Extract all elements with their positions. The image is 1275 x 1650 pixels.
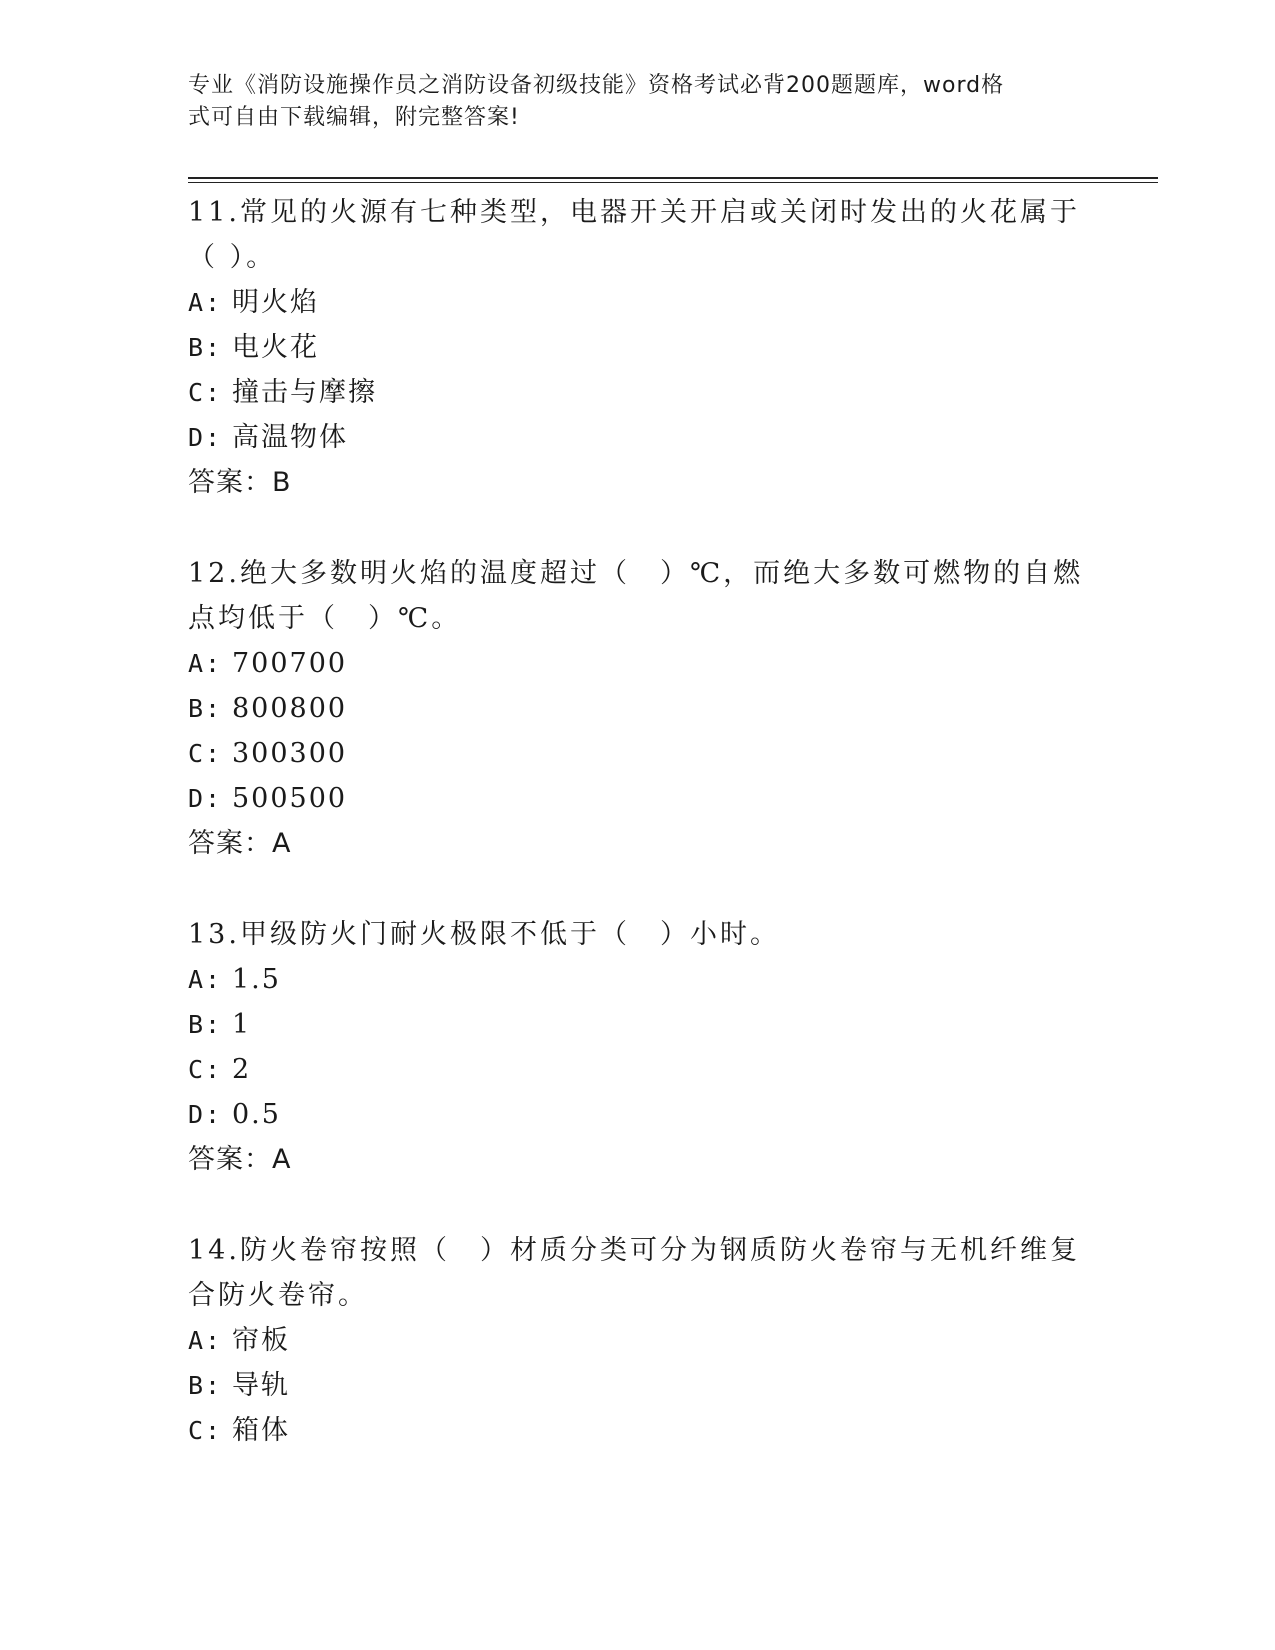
question-text: 14.防火卷帘按照（ ）材质分类可分为钢质防火卷帘与无机纤维复合防火卷帘。 bbox=[188, 1235, 1080, 1311]
option-label: C: bbox=[188, 1055, 223, 1084]
option-label: B: bbox=[188, 694, 223, 723]
header-line-1: 专业《消防设施操作员之消防设备初级技能》资格考试必背200题题库，word格 bbox=[188, 73, 1005, 98]
option-a bbox=[188, 280, 1088, 325]
option-a bbox=[188, 957, 1088, 1002]
question-14 bbox=[188, 1228, 1088, 1453]
question-spacer bbox=[188, 505, 1088, 551]
option-b bbox=[188, 1002, 1088, 1047]
option-text: 800800 bbox=[232, 693, 348, 724]
header-line-2: 式可自由下载编辑，附完整答案! bbox=[188, 105, 520, 130]
question-text: 13.甲级防火门耐火极限不低于（ ）小时。 bbox=[188, 919, 780, 950]
option-text: 1 bbox=[232, 1009, 252, 1040]
option-label: C: bbox=[188, 739, 223, 768]
option-label: D: bbox=[188, 784, 223, 813]
answer-line: 答案：A bbox=[188, 1144, 292, 1175]
option-text: 帘板 bbox=[232, 1325, 290, 1356]
question-list bbox=[188, 190, 1088, 1453]
option-label: B: bbox=[188, 1010, 223, 1039]
option-text: 明火焰 bbox=[232, 287, 319, 318]
option-text: 700700 bbox=[232, 648, 348, 679]
option-label: A: bbox=[188, 288, 223, 317]
option-text: 300300 bbox=[232, 738, 348, 769]
option-c bbox=[188, 1047, 1088, 1092]
option-b bbox=[188, 1363, 1088, 1408]
option-label: C: bbox=[188, 1416, 223, 1445]
question-11 bbox=[188, 190, 1088, 505]
option-text: 500500 bbox=[232, 783, 348, 814]
option-label: C: bbox=[188, 378, 223, 407]
option-label: D: bbox=[188, 1100, 223, 1129]
question-12 bbox=[188, 551, 1088, 866]
option-label: B: bbox=[188, 333, 223, 362]
option-text: 撞击与摩擦 bbox=[232, 377, 377, 408]
option-d bbox=[188, 1092, 1088, 1137]
option-d bbox=[188, 776, 1088, 821]
question-text: 11.常见的火源有七种类型，电器开关开启或关闭时发出的火花属于（ ）。 bbox=[188, 197, 1080, 273]
option-c bbox=[188, 731, 1088, 776]
option-text: 导轨 bbox=[232, 1370, 290, 1401]
header-divider-thick bbox=[188, 177, 1158, 179]
answer-line: 答案：B bbox=[188, 467, 292, 498]
option-label: A: bbox=[188, 649, 223, 678]
option-a bbox=[188, 1318, 1088, 1363]
option-text: 电火花 bbox=[232, 332, 319, 363]
option-c bbox=[188, 1408, 1088, 1453]
option-c bbox=[188, 370, 1088, 415]
option-text: 箱体 bbox=[232, 1415, 290, 1446]
option-text: 0.5 bbox=[232, 1099, 281, 1130]
header-divider-thin bbox=[188, 182, 1158, 183]
question-spacer bbox=[188, 866, 1088, 912]
answer-line: 答案：A bbox=[188, 828, 292, 859]
document-header bbox=[188, 70, 1068, 134]
question-13 bbox=[188, 912, 1088, 1182]
option-text: 高温物体 bbox=[232, 422, 348, 453]
option-d bbox=[188, 415, 1088, 460]
option-label: A: bbox=[188, 965, 223, 994]
option-label: D: bbox=[188, 423, 223, 452]
option-label: B: bbox=[188, 1371, 223, 1400]
option-b bbox=[188, 686, 1088, 731]
option-b bbox=[188, 325, 1088, 370]
question-text: 12.绝大多数明火焰的温度超过（ ）℃，而绝大多数可燃物的自燃点均低于（ ）℃。 bbox=[188, 558, 1084, 634]
option-label: A: bbox=[188, 1326, 223, 1355]
option-text: 1.5 bbox=[232, 964, 281, 995]
option-text: 2 bbox=[232, 1054, 252, 1085]
option-a bbox=[188, 641, 1088, 686]
question-spacer bbox=[188, 1182, 1088, 1228]
